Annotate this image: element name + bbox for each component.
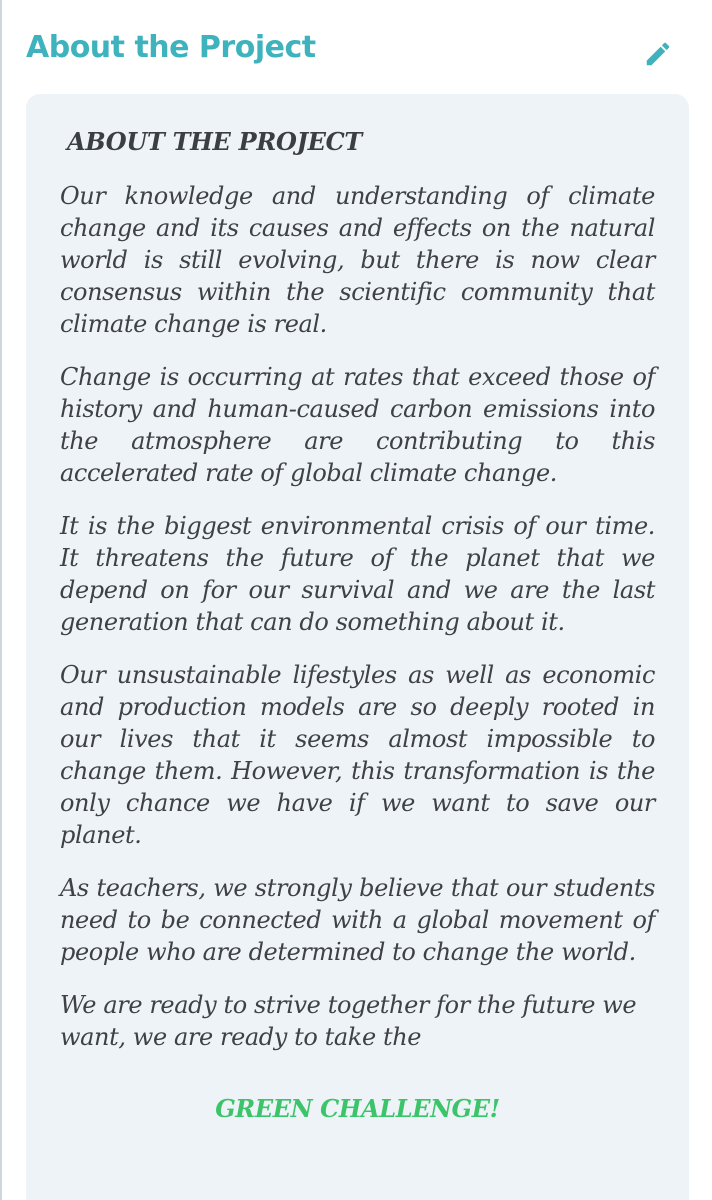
left-border xyxy=(0,0,2,1200)
section-header xyxy=(26,22,676,74)
paragraph-3: It is the biggest environmental crisis of our time. It threatens the future of the planet that we depend on for our survival and we are the last generation that can do something about it. xyxy=(60,512,655,636)
about-card xyxy=(26,94,689,1200)
page-title: About the Project xyxy=(26,30,316,65)
paragraph-2: Change is occurring at rates that exceed those of history and human-caused carbon emissions into the atmosphere are contributing to this accelerated rate of global climate change. xyxy=(60,363,655,487)
card-heading: ABOUT THE PROJECT xyxy=(67,127,362,156)
edit-button[interactable] xyxy=(640,36,676,72)
paragraph-1: Our knowledge and understanding of climate change and its causes and effects on the natural world is still evolving, but there is now clear consensus within the scientific community that climate change is real. xyxy=(60,182,655,338)
paragraph-6: We are ready to strive together for the future we want, we are ready to take the xyxy=(60,991,637,1051)
pencil-icon xyxy=(643,39,673,69)
green-challenge-text: GREEN CHALLENGE! xyxy=(215,1094,500,1123)
paragraph-4: Our unsustainable lifestyles as well as economic and production models are so deeply rooted in our lives that it seems almost impossible to change them. However, this transformation is the only chance we have if we want to save our planet. xyxy=(60,661,655,849)
paragraph-5: As teachers, we strongly believe that our students need to be connected with a global movement of people who are determined to change the world. xyxy=(60,874,655,966)
